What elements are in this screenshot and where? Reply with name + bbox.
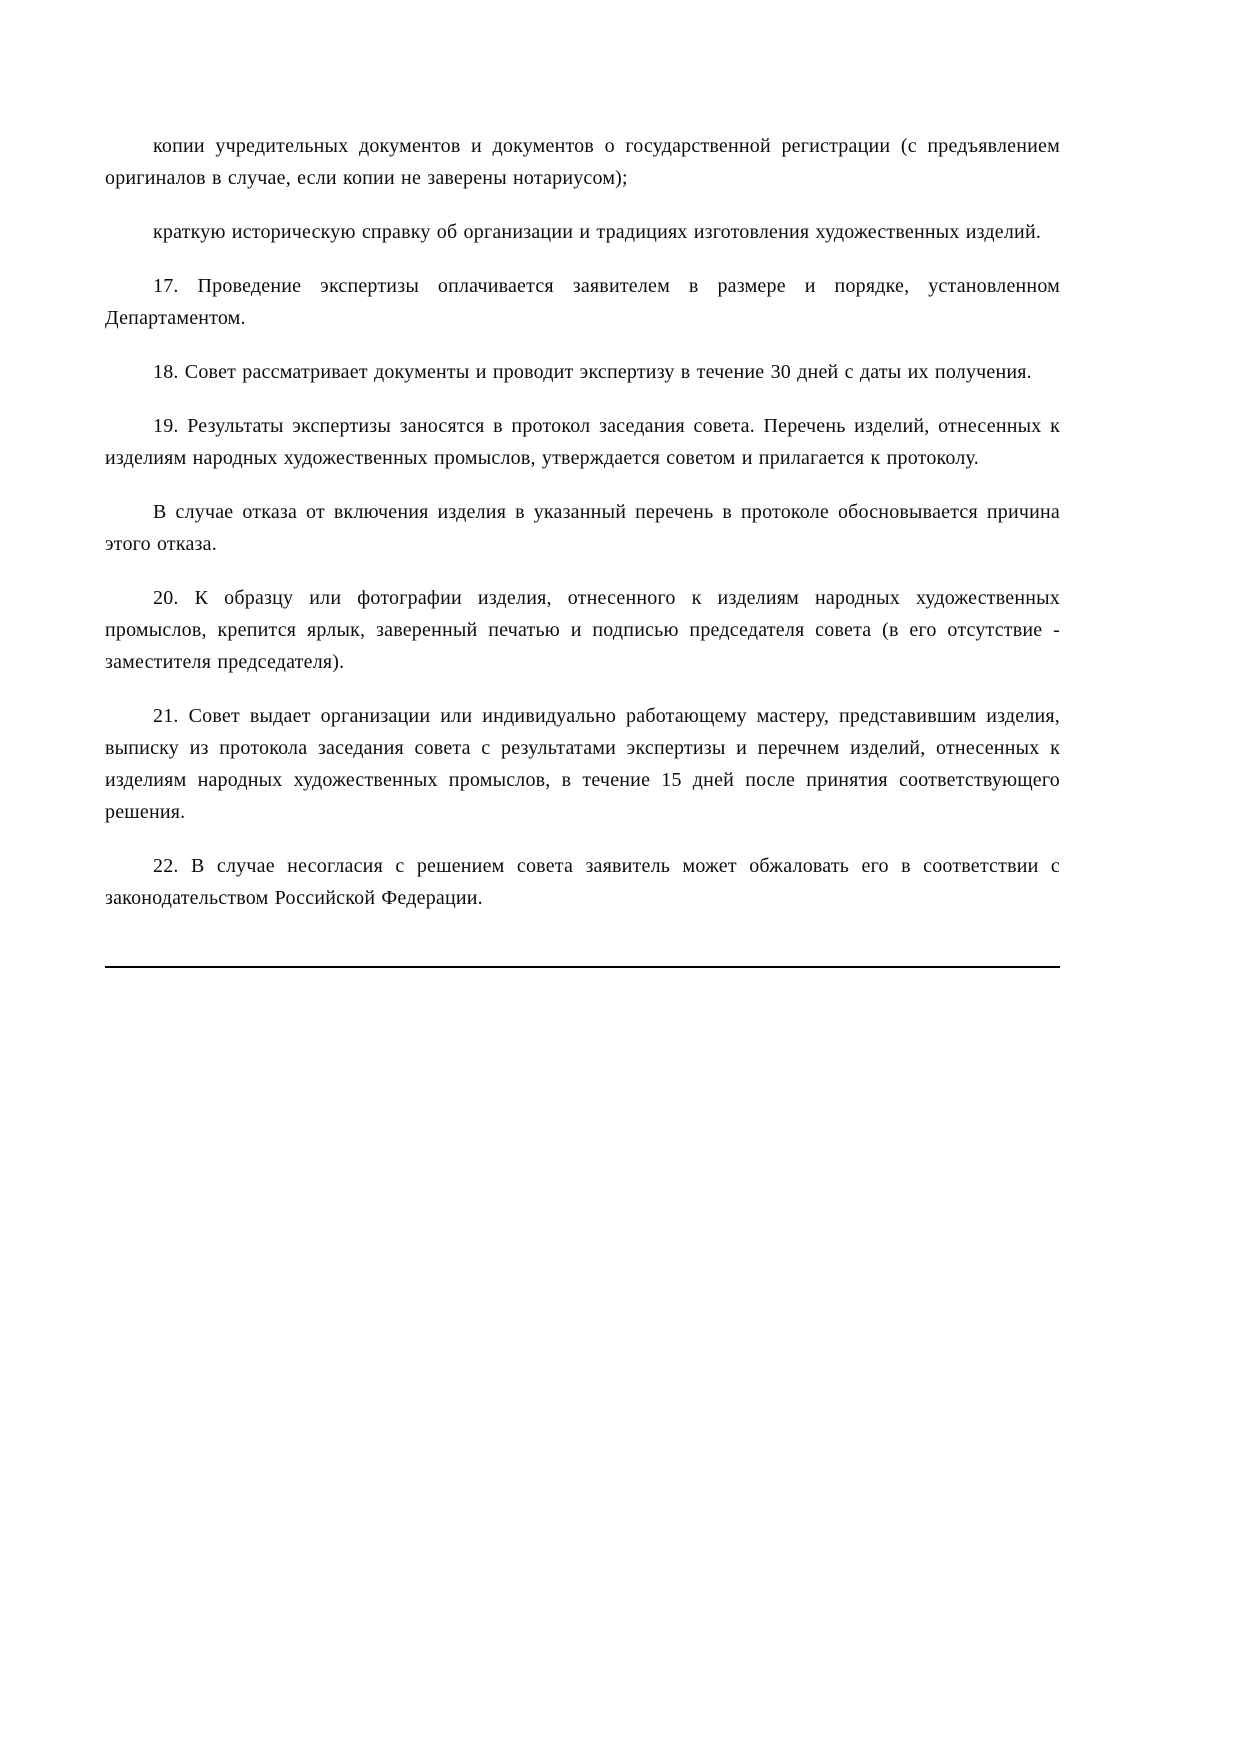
paragraph-item-19: 19. Результаты экспертизы заносятся в протокол заседания совета. Перечень изделий, отнесенных к изделиям народных художественных промыслов, утверждается советом и прилагается к протоколу. [105,415,1060,469]
paragraph-founding-documents: копии учредительных документов и документов о государственной регистрации (с предъявлением оригиналов в случае, если копии не заверены нотариусом); [105,135,1060,189]
paragraph-item-17: 17. Проведение экспертизы оплачивается заявителем в размере и порядке, установленном Департаментом. [105,275,1060,329]
paragraph-historical-note: краткую историческую справку об организации и традициях изготовления художественных изделий. [153,221,1042,243]
paragraph-item-20: 20. К образцу или фотографии изделия, отнесенного к изделиям народных художественных промыслов, крепится ярлык, заверенный печатью и подписью председателя совета (в его отсутствие - заместителя председателя). [105,587,1060,673]
footer-divider-line [105,966,1060,968]
paragraph-item-22: 22. В случае несогласия с решением совета заявитель может обжаловать его в соответствии с законодательством Российской Федерации. [105,855,1060,909]
paragraph-item-19-refusal: В случае отказа от включения изделия в указанный перечень в протоколе обосновывается причина этого отказа. [105,501,1060,555]
paragraph-item-21: 21. Совет выдает организации или индивидуально работающему мастеру, представившим изделия, выписку из протокола заседания совета с результатами экспертизы и перечнем изделий, отнесенных к изделиям народных художественных промыслов, в течение 15 дней после принятия соответствующего решения. [105,705,1060,823]
document-body [105,130,1060,914]
paragraph-item-18: 18. Совет рассматривает документы и проводит экспертизу в течение 30 дней с даты их получения. [153,361,1032,383]
